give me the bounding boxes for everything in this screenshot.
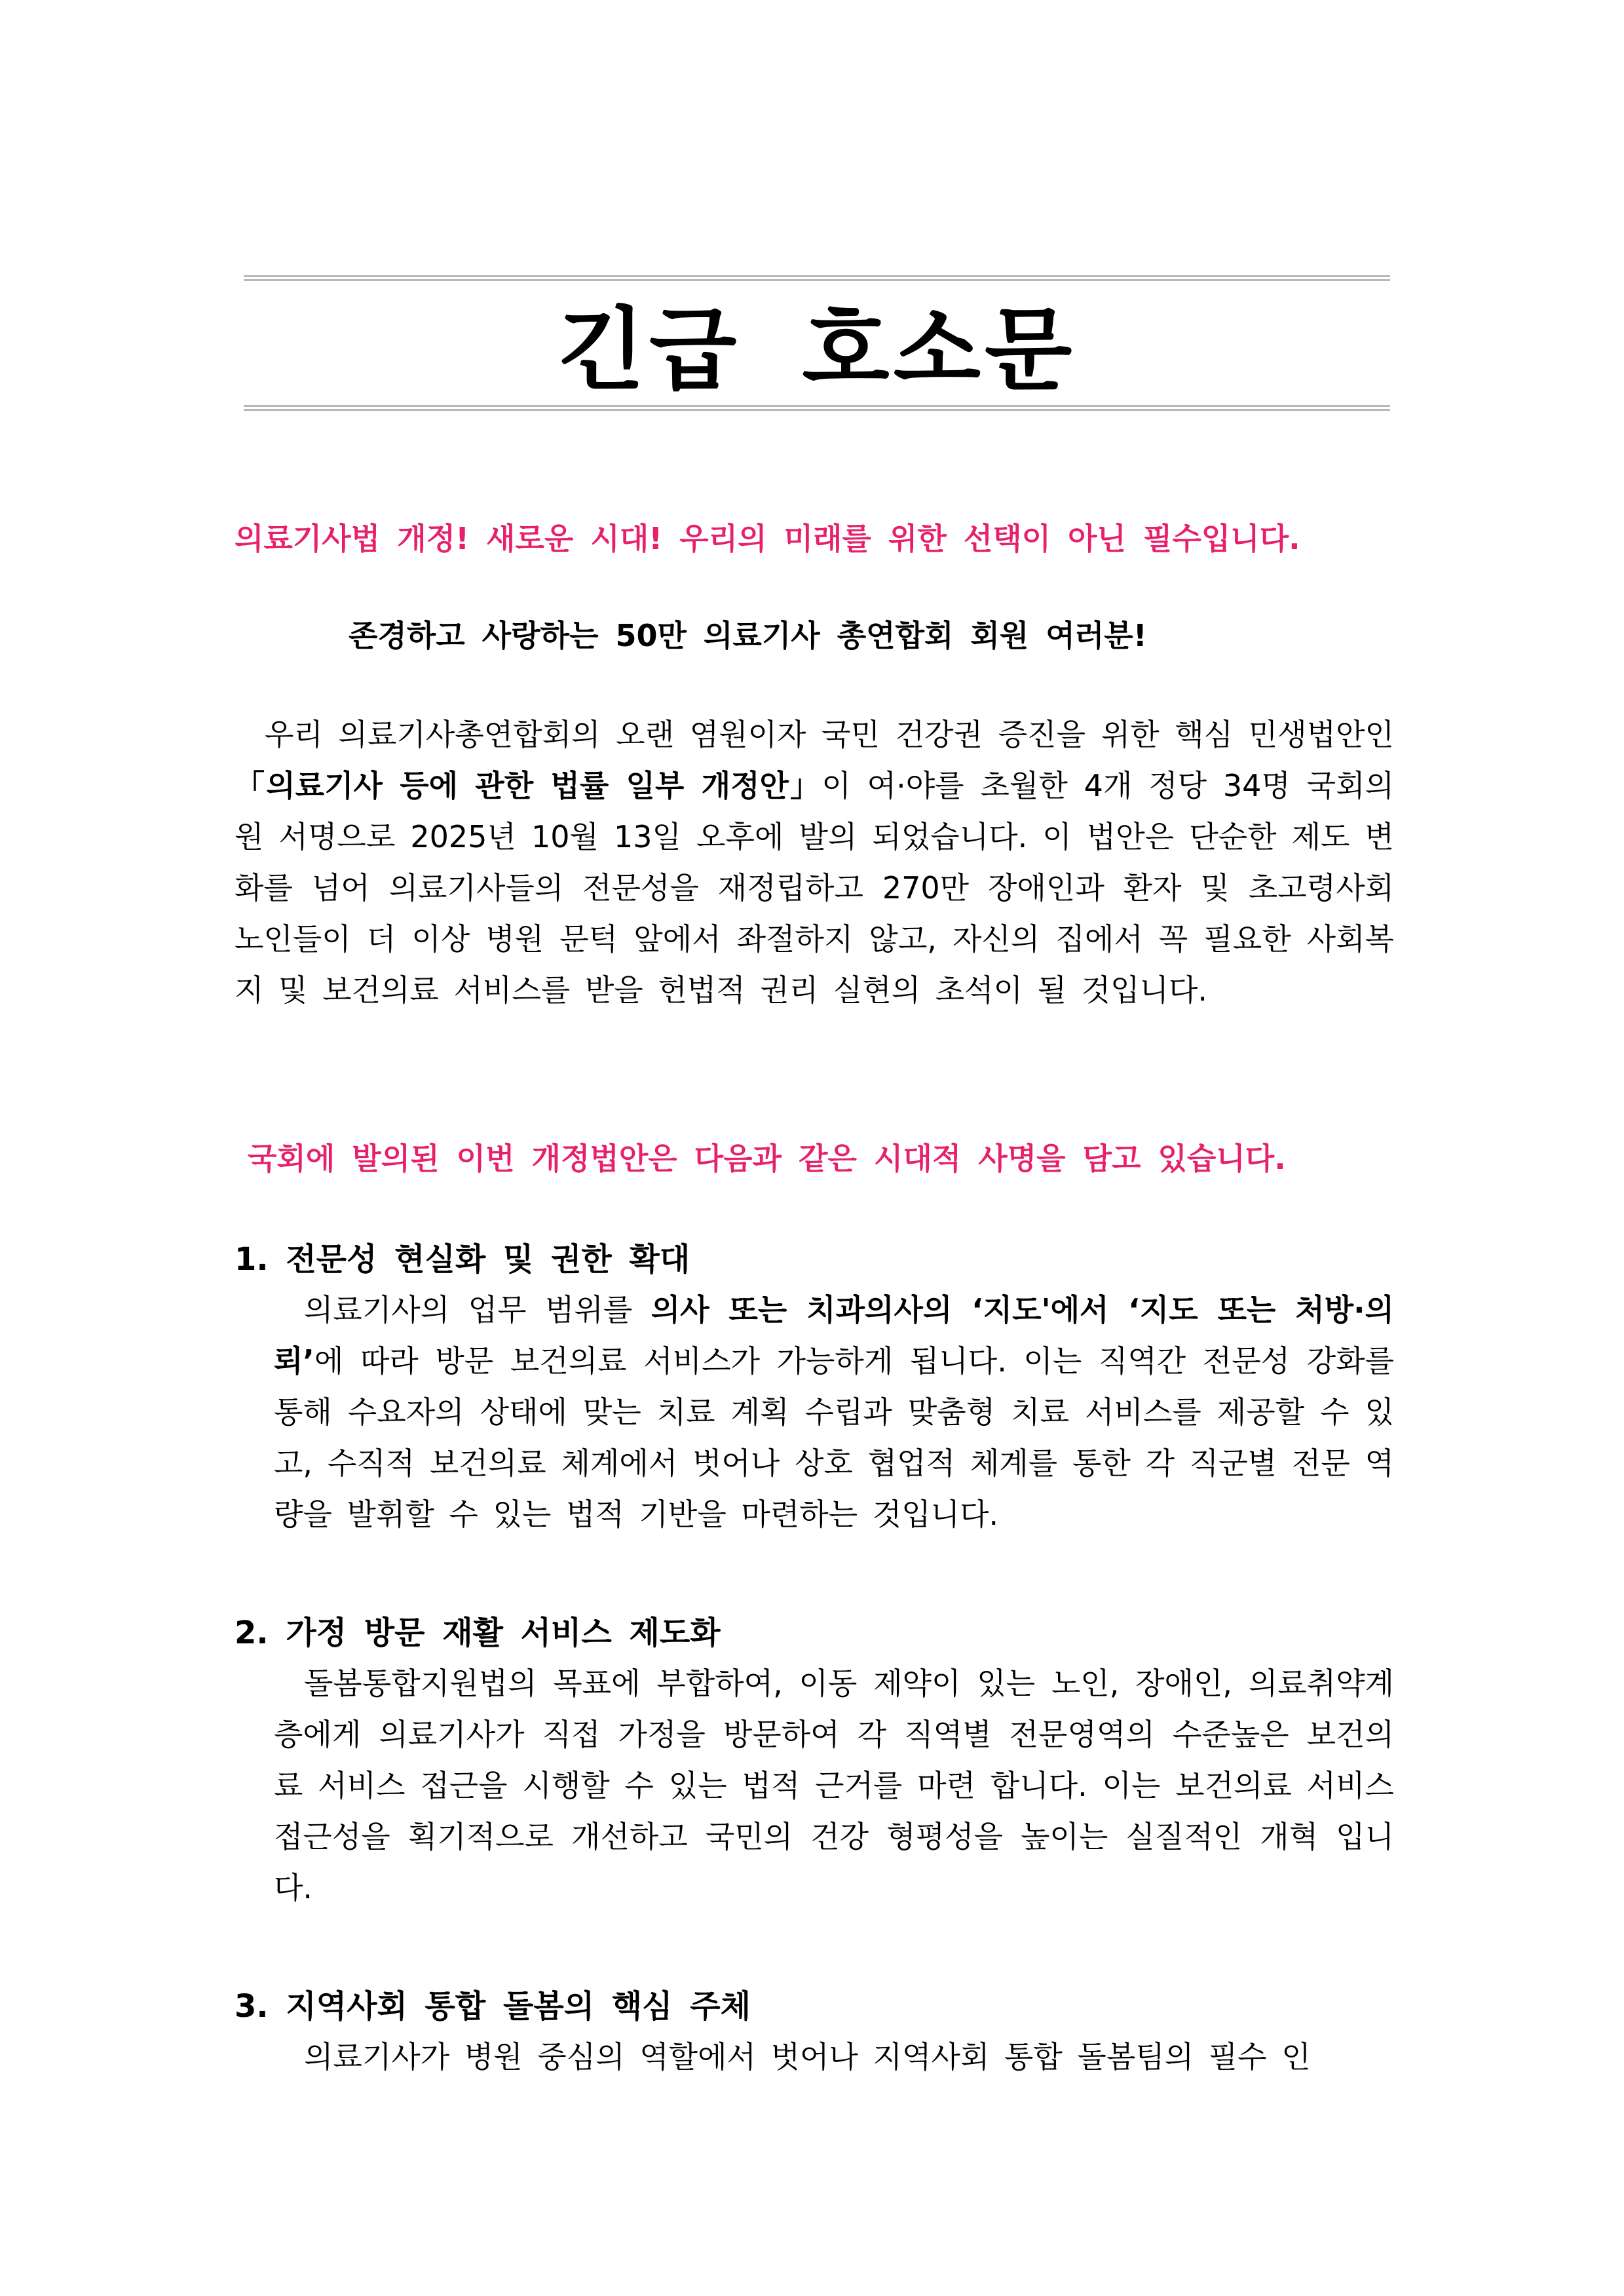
section-3-text: 의료기사가 병원 중심의 역할에서 벗어나 지역사회 통합 돌봄팀의 필수 인: [304, 2039, 1311, 2075]
section-paragraph-3: [274, 2031, 1394, 2082]
intro-paragraph: [235, 709, 1394, 1016]
mission-statement: 국회에 발의된 이번 개정법안은 다음과 같은 시대적 사명을 담고 있습니다.: [248, 1141, 1286, 1176]
section-1-text-2: 에 따라 방문 보건의료 서비스가 가능하게 됩니다. 이는 직역간 전문성 강화를 통해 수요자의 상태에 맞는 치료 계획 수립과 맞춤형 치료 서비스를 제공할 수 있고, 수직적 보건의료 체계에서 벗어나 상호 협업적 체계를 통한 각 직군별 전문 역량을 발휘할 수 있는 법적 기반을 마련하는 것입니다.: [274, 1343, 1394, 1532]
bill-name: 「의료기사 등에 관한 법률 일부 개정안」: [235, 768, 822, 803]
section-heading-2: 2. 가정 방문 재활 서비스 제도화: [235, 1615, 721, 1651]
title-bottom-rule: [244, 405, 1390, 411]
section-heading-1: 1. 전문성 현실화 및 권한 확대: [235, 1241, 690, 1278]
slogan: 의료기사법 개정! 새로운 시대! 우리의 미래를 위한 선택이 아닌 필수입니다.: [235, 521, 1300, 556]
section-1-text-1: 의료기사의 업무 범위를: [304, 1292, 651, 1328]
section-heading-3: 3. 지역사회 통합 돌봄의 핵심 주체: [235, 1988, 751, 2025]
intro-text-2: 이 여·야를 초월한 4개 정당 34명 국회의원 서명으로 2025년 10월 13일 오후에 발의 되었습니다. 이 법안은 단순한 제도 변화를 넘어 의료기사들의 전문성을 재정립하고 270만 장애인과 환자 및 초고령사회 노인들이 더 이상 병원 문턱 앞에서 좌절하지 않고, 자신의 집에서 꼭 필요한 사회복지 및 보건의료 서비스를 받을 헌법적 권리 실현의 초석이 될 것입니다.: [235, 768, 1394, 1008]
section-paragraph-2: [274, 1658, 1394, 1913]
greeting: 존경하고 사랑하는 50만 의료기사 총연합회 회원 여러분!: [349, 618, 1147, 653]
section-2-text: 돌봄통합지원법의 목표에 부합하여, 이동 제약이 있는 노인, 장애인, 의료취약계층에게 의료기사가 직접 가정을 방문하여 각 직역별 전문영역의 수준높은 보건의료 서비스 접근을 시행할 수 있는 법적 근거를 마련 합니다. 이는 보건의료 서비스 접근성을 획기적으로 개선하고 국민의 건강 형평성을 높이는 실질적인 개혁 입니다.: [274, 1666, 1394, 1905]
title-top-rule: [244, 275, 1390, 281]
intro-text-1: 우리 의료기사총연합회의 오랜 염원이자 국민 건강권 증진을 위한 핵심 민생법안인: [265, 717, 1394, 752]
section-paragraph-1: [274, 1284, 1394, 1540]
page-title: 긴급 호소문: [557, 297, 1076, 403]
section-1-bold-text: 의사 또는 치과의사의 ‘지도'에서 ‘지도 또는 처방·의뢰’: [274, 1292, 1394, 1379]
